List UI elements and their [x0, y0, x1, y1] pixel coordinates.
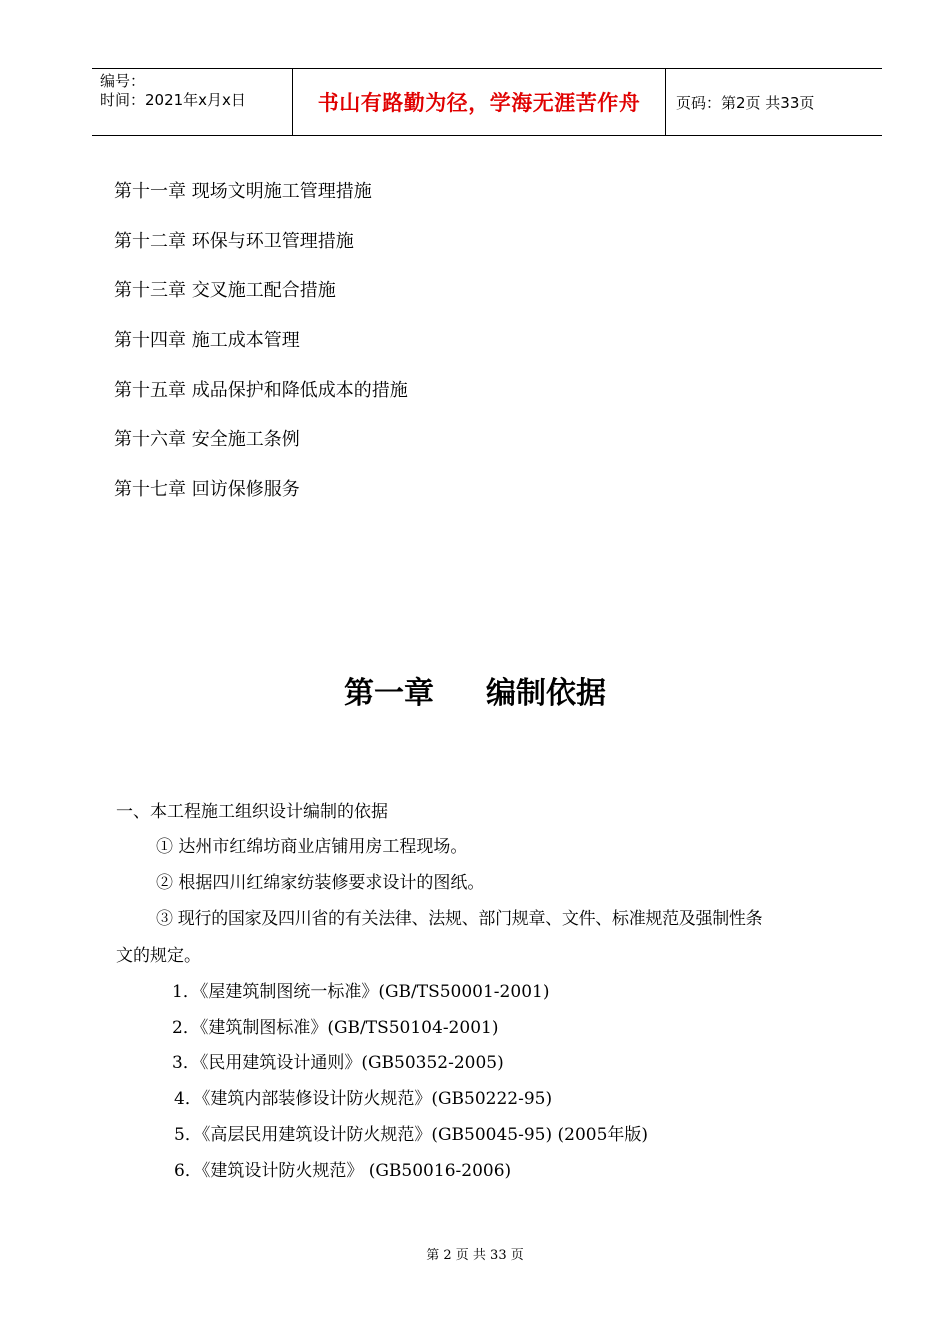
document-time-label: 时间：2021年x月x日 [100, 91, 246, 109]
toc-item: 第十五章 成品保护和降低成本的措施 [114, 379, 408, 401]
basis-item: ② 根据四川红绵家纺装修要求设计的图纸。 [156, 873, 485, 893]
toc-item: 第十三章 交叉施工配合措施 [114, 280, 336, 302]
header-meta-cell [92, 69, 293, 135]
standard-item: 4．《建筑内部装修设计防火规范》(GB50222-95) [174, 1089, 553, 1109]
page-header [92, 68, 882, 136]
standard-item: 5．《高层民用建筑设计防火规范》(GB50045-95) (2005年版) [174, 1125, 649, 1145]
toc-item: 第十七章 回访保修服务 [114, 479, 300, 501]
toc-item: 第十四章 施工成本管理 [114, 330, 300, 352]
header-page-cell [666, 69, 882, 135]
basis-item-continuation: 文的规定。 [116, 946, 201, 966]
standard-item: 1．《屋建筑制图统一标准》(GB/TS50001-2001) [172, 982, 550, 1002]
chapter-number: 第一章 [344, 676, 434, 711]
toc-item: 第十六章 安全施工条例 [114, 429, 300, 451]
header-page-number: 页码：第2页 共33页 [676, 94, 815, 112]
standard-item: 6．《建筑设计防火规范》 (GB50016-2006) [174, 1161, 512, 1181]
toc-item: 第十二章 环保与环卫管理措施 [114, 230, 354, 252]
toc-item: 第十一章 现场文明施工管理措施 [114, 181, 372, 202]
chapter-title: 编制依据 [486, 676, 606, 711]
header-motto-cell [293, 69, 666, 135]
section-heading: 一、本工程施工组织设计编制的依据 [116, 802, 388, 822]
document-number-label: 编号： [100, 72, 146, 90]
standard-item: 2．《建筑制图标准》(GB/TS50104-2001) [172, 1018, 499, 1038]
standard-item: 3．《民用建筑设计通则》(GB50352-2005) [172, 1053, 504, 1073]
basis-item: ① 达州市红绵坊商业店铺用房工程现场。 [156, 837, 468, 857]
page-footer: 第 2 页 共 33 页 [426, 1248, 524, 1263]
table-of-contents [114, 178, 408, 526]
basis-item: ③ 现行的国家及四川省的有关法律、法规、部门规章、文件、标准规范及强制性条 [156, 909, 763, 929]
chapter-heading [0, 672, 950, 716]
header-motto: 书山有路勤为径，学海无涯苦作舟 [317, 91, 641, 115]
